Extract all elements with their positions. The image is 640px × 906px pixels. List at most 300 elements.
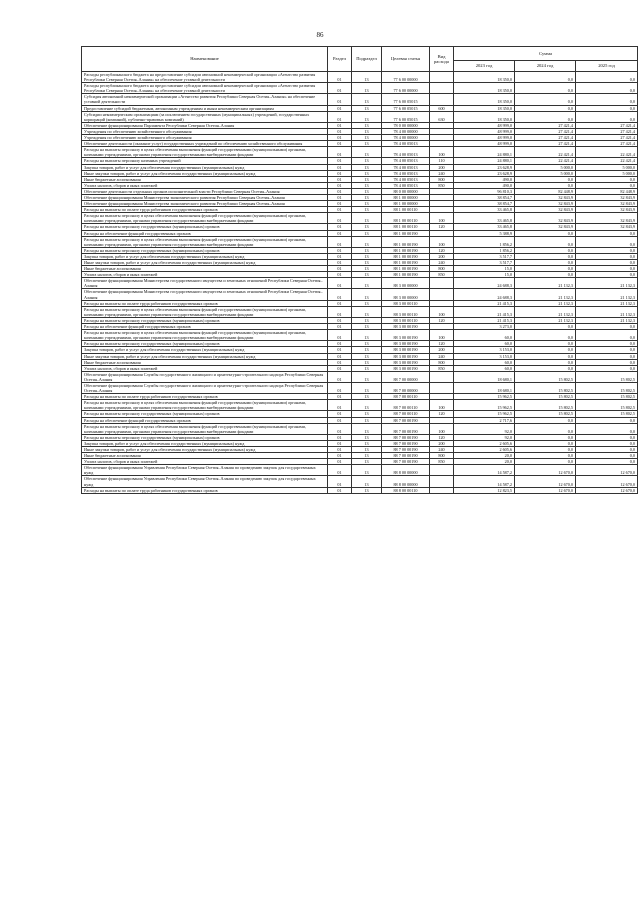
row-expense-kind: 110 <box>430 158 454 164</box>
row-expense-kind: 240 <box>430 353 454 359</box>
row-subsection: 13 <box>352 128 382 134</box>
row-expense-kind: 200 <box>430 440 454 446</box>
row-sum-2023: 18 350,0 <box>454 94 515 105</box>
header-year-2025: 2025 год <box>576 61 638 72</box>
row-name: Обеспечение деятельности (оказание услуг) государственных учреждений по обеспечению хозяйственного обслуживания <box>82 141 328 147</box>
row-target-article: 78 4 00 05013 <box>382 147 430 158</box>
row-target-article: 88 7 00 00000 <box>382 382 430 393</box>
row-sum-2025: 0,0 <box>576 353 638 359</box>
row-name: Расходы на выплаты по оплате труда работников государственных органов <box>82 394 328 400</box>
row-target-article: 88 7 00 00000 <box>382 371 430 382</box>
row-target-article: 88 7 00 00190 <box>382 417 430 423</box>
row-name: Закупка товаров, работ и услуг для обеспечения государственных (муниципальных) нужд <box>82 440 328 446</box>
row-section: 01 <box>328 453 352 459</box>
row-expense-kind: 800 <box>430 359 454 365</box>
row-sum-2023: 60,0 <box>454 365 515 371</box>
row-sum-2024: 15 802,5 <box>515 382 576 393</box>
row-sum-2023: 24 880,1 <box>454 147 515 158</box>
table-row <box>82 330 638 341</box>
row-sum-2023: 1 856,2 <box>454 247 515 253</box>
row-expense-kind: 240 <box>430 447 454 453</box>
row-name: Иные бюджетные ассигнования <box>82 359 328 365</box>
row-expense-kind <box>430 94 454 105</box>
row-sum-2023: 3 153,0 <box>454 353 515 359</box>
row-name: Расходы на обеспечение функций государственных органов <box>82 230 328 236</box>
row-section: 01 <box>328 417 352 423</box>
row-sum-2024: 22 421,4 <box>515 147 576 158</box>
row-target-article: 88 1 00 00190 <box>382 260 430 266</box>
row-name: Иные закупки товаров, работ и услуг для обеспечения государственных (муниципальных) нужд <box>82 170 328 176</box>
row-section: 01 <box>328 158 352 164</box>
row-target-article: 78 4 00 05013 <box>382 158 430 164</box>
row-target-article: 78 4 00 00000 <box>382 135 430 141</box>
row-sum-2024: 0,0 <box>515 440 576 446</box>
row-target-article: 88 3 00 00110 <box>382 306 430 317</box>
row-expense-kind: 120 <box>430 224 454 230</box>
row-sum-2025: 12 670,0 <box>576 487 638 493</box>
row-target-article: 88 8 00 00000 <box>382 465 430 476</box>
row-name: Иные бюджетные ассигнования <box>82 266 328 272</box>
row-target-article: 88 1 00 00190 <box>382 266 430 272</box>
row-target-article: 88 1 00 00000 <box>382 201 430 207</box>
row-sum-2023: 20,0 <box>454 453 515 459</box>
row-name: Обеспечение деятельности отдельных органов исполнительной власти Республики Северная Осетия–Алания <box>82 188 328 194</box>
row-sum-2024: 27 421,4 <box>515 141 576 147</box>
row-subsection: 13 <box>352 300 382 306</box>
row-name: Иные закупки товаров, работ и услуг для обеспечения государственных (муниципальных) нужд <box>82 353 328 359</box>
header-sum: Сумма <box>454 47 638 61</box>
row-sum-2023: 18 680,1 <box>454 382 515 393</box>
table-row <box>82 382 638 393</box>
row-sum-2024: 5 000,0 <box>515 164 576 170</box>
row-section: 01 <box>328 194 352 200</box>
table-row <box>82 147 638 158</box>
row-sum-2023: 490,0 <box>454 182 515 188</box>
row-sum-2024: 27 421,4 <box>515 122 576 128</box>
row-target-article: 88 3 00 00190 <box>382 330 430 341</box>
row-section: 01 <box>328 260 352 266</box>
row-target-article: 78 4 00 00000 <box>382 128 430 134</box>
row-expense-kind: 240 <box>430 260 454 266</box>
row-section: 01 <box>328 164 352 170</box>
row-sum-2024: 0,0 <box>515 459 576 465</box>
row-sum-2024: 0,0 <box>515 365 576 371</box>
row-sum-2025: 0,0 <box>576 176 638 182</box>
row-subsection: 13 <box>352 306 382 317</box>
row-subsection: 13 <box>352 440 382 446</box>
row-name: Уплата налогов, сборов и иных платежей <box>82 272 328 278</box>
row-target-article: 88 0 00 00000 <box>382 188 430 194</box>
row-expense-kind: 100 <box>430 306 454 317</box>
row-sum-2025: 27 421,4 <box>576 122 638 128</box>
row-target-article: 78 4 00 05013 <box>382 141 430 147</box>
row-subsection: 13 <box>352 141 382 147</box>
row-sum-2023: 1 856,2 <box>454 236 515 247</box>
row-sum-2024: 0,0 <box>515 447 576 453</box>
row-subsection: 13 <box>352 434 382 440</box>
row-section: 01 <box>328 224 352 230</box>
row-sum-2025: 0,0 <box>576 341 638 347</box>
row-section: 01 <box>328 465 352 476</box>
row-name: Иные закупки товаров, работ и услуг для обеспечения государственных (муниципальных) нужд <box>82 447 328 453</box>
row-sum-2024: 0,0 <box>515 253 576 259</box>
row-sum-2025: 15 802,5 <box>576 400 638 411</box>
row-name: Уплата налогов, сборов и иных платежей <box>82 365 328 371</box>
row-sum-2024: 21 132,3 <box>515 289 576 300</box>
row-expense-kind: 100 <box>430 147 454 158</box>
row-sum-2025: 15 802,5 <box>576 382 638 393</box>
row-section: 01 <box>328 111 352 122</box>
row-sum-2023: 33 465,8 <box>454 207 515 213</box>
row-name: Обеспечение функционирования Министерства государственного имущества и земельных отношений Республики Северная Осетия–Алания <box>82 278 328 289</box>
row-sum-2023: 490,0 <box>454 176 515 182</box>
row-sum-2023: 33 465,8 <box>454 224 515 230</box>
row-expense-kind: 100 <box>430 213 454 224</box>
row-sum-2025: 0,0 <box>576 423 638 434</box>
row-name: Расходы на выплаты персоналу в целях обеспечения выполнения функций государственными (муниципальными) органами, казенными учреждениями, органами управления государственными внебюджетными фондами <box>82 306 328 317</box>
row-sum-2024: 0,0 <box>515 94 576 105</box>
row-expense-kind: 800 <box>430 453 454 459</box>
row-sum-2024: 32 843,9 <box>515 224 576 230</box>
row-sum-2023: 21 415,3 <box>454 317 515 323</box>
page-number: 86 <box>316 31 324 39</box>
table-row <box>82 111 638 122</box>
row-subsection: 13 <box>352 465 382 476</box>
row-sum-2023: 2 717,6 <box>454 417 515 423</box>
row-sum-2024: 12 670,0 <box>515 476 576 487</box>
row-sum-2023: 5 388,9 <box>454 230 515 236</box>
row-expense-kind <box>430 72 454 83</box>
row-sum-2023: 96 810,3 <box>454 188 515 194</box>
row-name: Учреждения по обеспечению хозяйственного обслуживания <box>82 128 328 134</box>
row-sum-2024: 0,0 <box>515 434 576 440</box>
row-target-article: 88 7 00 00190 <box>382 440 430 446</box>
row-name: Расходы на выплаты персоналу в целях обеспечения выполнения функций государственными (муниципальными) органами, казенными учреждениями, органами управления государственными внебюджетными фондами <box>82 423 328 434</box>
row-target-article: 88 1 00 00110 <box>382 213 430 224</box>
row-name: Обеспечение функционирования Министерства экономического развития Республики Северная Осетия–Алания <box>82 194 328 200</box>
row-subsection: 13 <box>352 224 382 230</box>
row-name: Расходы на обеспечение функций государственных органов <box>82 324 328 330</box>
row-name: Обеспечение функционирования Министерства государственного имущества и земельных отношений Республики Северная Осетия–Алания <box>82 289 328 300</box>
row-subsection: 13 <box>352 83 382 94</box>
table-header <box>82 47 638 72</box>
row-sum-2025: 0,0 <box>576 434 638 440</box>
row-section: 01 <box>328 300 352 306</box>
row-sum-2023: 23 628,9 <box>454 170 515 176</box>
row-sum-2023: 14 587,2 <box>454 465 515 476</box>
row-sum-2024: 0,0 <box>515 324 576 330</box>
row-name: Расходы на выплаты персоналу государственных (муниципальных) органов <box>82 411 328 417</box>
row-sum-2025: 32 843,9 <box>576 213 638 224</box>
row-sum-2023: 18 680,1 <box>454 371 515 382</box>
row-section: 01 <box>328 128 352 134</box>
row-target-article: 88 7 00 00190 <box>382 447 430 453</box>
row-target-article: 88 7 00 00190 <box>382 423 430 434</box>
row-expense-kind <box>430 371 454 382</box>
row-sum-2025: 15 802,5 <box>576 411 638 417</box>
row-sum-2024: 0,0 <box>515 176 576 182</box>
row-sum-2024: 0,0 <box>515 353 576 359</box>
row-sum-2025: 0,0 <box>576 105 638 111</box>
row-sum-2024: 12 670,0 <box>515 487 576 493</box>
header-expense-kind: Вид расхода <box>430 47 454 72</box>
row-name: Расходы на выплаты персоналу государственных (муниципальных) органов <box>82 434 328 440</box>
row-sum-2024: 82 448,9 <box>515 188 576 194</box>
row-sum-2025: 0,0 <box>576 230 638 236</box>
row-expense-kind: 120 <box>430 411 454 417</box>
row-subsection: 13 <box>352 476 382 487</box>
row-section: 01 <box>328 411 352 417</box>
row-subsection: 13 <box>352 158 382 164</box>
row-sum-2025: 0,0 <box>576 236 638 247</box>
row-subsection: 13 <box>352 459 382 465</box>
row-name: Закупка товаров, работ и услуг для обеспечения государственных (муниципальных) нужд <box>82 164 328 170</box>
row-target-article: 88 1 00 00190 <box>382 230 430 236</box>
row-sum-2024: 0,0 <box>515 359 576 365</box>
row-subsection: 13 <box>352 247 382 253</box>
row-target-article: 88 3 00 00110 <box>382 300 430 306</box>
row-subsection: 13 <box>352 359 382 365</box>
row-sum-2024: 32 843,9 <box>515 201 576 207</box>
row-name: Субсидии некоммерческим организациям (за исключением государственных (муниципальных) учреждений, государственных корпораций (компаний), публично-правовых компаний) <box>82 111 328 122</box>
row-sum-2024: 21 132,3 <box>515 317 576 323</box>
row-name: Расходы на выплаты персоналу в целях обеспечения выполнения функций государственными (муниципальными) органами, казенными учреждениями, органами управления государственными внебюджетными фондами <box>82 236 328 247</box>
row-sum-2023: 24 688,3 <box>454 289 515 300</box>
row-target-article: 78 4 00 05013 <box>382 164 430 170</box>
row-sum-2025: 0,0 <box>576 447 638 453</box>
row-sum-2023: 23 628,9 <box>454 164 515 170</box>
row-target-article: 88 3 00 00190 <box>382 341 430 347</box>
row-section: 01 <box>328 272 352 278</box>
row-section: 01 <box>328 122 352 128</box>
row-sum-2023: 3 273,0 <box>454 324 515 330</box>
table-row <box>82 306 638 317</box>
row-target-article: 88 3 00 00110 <box>382 317 430 323</box>
row-target-article: 88 7 00 00110 <box>382 400 430 411</box>
row-section: 01 <box>328 207 352 213</box>
row-sum-2024: 0,0 <box>515 423 576 434</box>
row-sum-2024: 32 843,9 <box>515 213 576 224</box>
row-target-article: 88 1 00 00110 <box>382 224 430 230</box>
row-sum-2025: 0,0 <box>576 417 638 423</box>
row-subsection: 13 <box>352 135 382 141</box>
row-section: 01 <box>328 423 352 434</box>
row-sum-2025: 32 843,9 <box>576 207 638 213</box>
row-sum-2023: 18 350,0 <box>454 111 515 122</box>
row-sum-2023: 18 350,0 <box>454 105 515 111</box>
table-row <box>82 289 638 300</box>
row-sum-2025: 32 843,9 <box>576 201 638 207</box>
row-subsection: 13 <box>352 453 382 459</box>
row-target-article: 88 1 00 00110 <box>382 207 430 213</box>
row-section: 01 <box>328 353 352 359</box>
row-sum-2024: 15 802,5 <box>515 394 576 400</box>
row-subsection: 13 <box>352 207 382 213</box>
header-name: Наименование <box>82 47 328 72</box>
row-name: Закупка товаров, работ и услуг для обеспечения государственных (муниципальных) нужд <box>82 347 328 353</box>
row-section: 01 <box>328 213 352 224</box>
row-sum-2024: 22 421,4 <box>515 158 576 164</box>
row-name: Иные закупки товаров, работ и услуг для обеспечения государственных (муниципальных) нужд <box>82 260 328 266</box>
row-target-article: 78 0 00 00000 <box>382 122 430 128</box>
row-target-article: 77 6 00 05015 <box>382 94 430 105</box>
row-name: Уплата налогов, сборов и иных платежей <box>82 459 328 465</box>
row-section: 01 <box>328 105 352 111</box>
table-row <box>82 83 638 94</box>
row-subsection: 13 <box>352 260 382 266</box>
row-subsection: 13 <box>352 201 382 207</box>
row-subsection: 13 <box>352 94 382 105</box>
row-expense-kind: 240 <box>430 170 454 176</box>
row-subsection: 13 <box>352 253 382 259</box>
row-name: Расходы на выплаты по оплате труда работников государственных органов <box>82 300 328 306</box>
row-sum-2024: 0,0 <box>515 105 576 111</box>
row-name: Обеспечение функционирования Управления Республики Северная Осетия–Алания по проведению закупок для государственных нужд <box>82 476 328 487</box>
row-expense-kind: 800 <box>430 266 454 272</box>
row-target-article: 88 7 00 00190 <box>382 453 430 459</box>
row-subsection: 13 <box>352 411 382 417</box>
row-target-article: 88 3 00 00190 <box>382 359 430 365</box>
row-sum-2024: 0,0 <box>515 236 576 247</box>
row-sum-2023: 14 587,2 <box>454 476 515 487</box>
row-sum-2025: 32 843,9 <box>576 194 638 200</box>
row-section: 01 <box>328 72 352 83</box>
row-section: 01 <box>328 289 352 300</box>
row-target-article: 78 4 00 05013 <box>382 182 430 188</box>
row-sum-2023: 3 517,7 <box>454 260 515 266</box>
row-sum-2025: 0,0 <box>576 324 638 330</box>
row-section: 01 <box>328 447 352 453</box>
row-subsection: 13 <box>352 72 382 83</box>
row-name: Обеспечение функционирования Службы государственного жилищного и архитектурно-строительного надзора Республики Северная Осетия–Алания <box>82 382 328 393</box>
row-name: Расходы на выплаты персоналу в целях обеспечения выполнения функций государственными (муниципальными) органами, казенными учреждениями, органами управления государственными внебюджетными фондами <box>82 147 328 158</box>
row-name: Уплата налогов, сборов и иных платежей <box>82 182 328 188</box>
row-sum-2023: 24 880,1 <box>454 158 515 164</box>
row-sum-2024: 0,0 <box>515 272 576 278</box>
row-sum-2023: 15 962,5 <box>454 394 515 400</box>
row-sum-2024: 21 132,3 <box>515 306 576 317</box>
row-sum-2024: 0,0 <box>515 230 576 236</box>
row-expense-kind: 850 <box>430 272 454 278</box>
row-target-article: 88 7 00 00110 <box>382 394 430 400</box>
row-name: Обеспечение функционирования Управления Республики Северная Осетия–Алания по проведению закупок для государственных нужд <box>82 465 328 476</box>
row-sum-2024: 0,0 <box>515 417 576 423</box>
row-section: 01 <box>328 459 352 465</box>
row-sum-2024: 0,0 <box>515 247 576 253</box>
row-sum-2025: 32 843,9 <box>576 224 638 230</box>
row-target-article: 88 3 00 00190 <box>382 365 430 371</box>
row-sum-2025: 12 670,0 <box>576 465 638 476</box>
row-sum-2025: 15 802,5 <box>576 371 638 382</box>
budget-table <box>81 46 638 494</box>
row-target-article: 88 1 00 00190 <box>382 253 430 259</box>
row-sum-2023: 60,0 <box>454 330 515 341</box>
row-sum-2023: 48 999,0 <box>454 135 515 141</box>
row-section: 01 <box>328 476 352 487</box>
row-sum-2023: 18 350,0 <box>454 72 515 83</box>
row-name: Расходы на выплаты персоналу казенных учреждений <box>82 158 328 164</box>
row-target-article: 88 3 00 00190 <box>382 324 430 330</box>
row-sum-2024: 0,0 <box>515 330 576 341</box>
row-sum-2023: 33 465,8 <box>454 213 515 224</box>
table-row <box>82 476 638 487</box>
row-sum-2025: 0,0 <box>576 111 638 122</box>
row-subsection: 13 <box>352 170 382 176</box>
row-sum-2024: 0,0 <box>515 83 576 94</box>
row-target-article: 77 6 00 05015 <box>382 105 430 111</box>
row-sum-2025: 0,0 <box>576 347 638 353</box>
row-subsection: 13 <box>352 447 382 453</box>
row-section: 01 <box>328 188 352 194</box>
row-expense-kind <box>430 465 454 476</box>
row-section: 01 <box>328 230 352 236</box>
row-section: 01 <box>328 434 352 440</box>
row-sum-2024: 12 670,0 <box>515 465 576 476</box>
row-sum-2025: 22 421,4 <box>576 158 638 164</box>
row-target-article: 88 8 00 00000 <box>382 476 430 487</box>
row-subsection: 13 <box>352 394 382 400</box>
table-row <box>82 487 638 493</box>
row-sum-2025: 0,0 <box>576 253 638 259</box>
row-subsection: 13 <box>352 324 382 330</box>
row-sum-2023: 3 153,0 <box>454 347 515 353</box>
row-target-article: 88 7 00 00190 <box>382 434 430 440</box>
row-expense-kind: 850 <box>430 365 454 371</box>
row-sum-2023: 38 854,7 <box>454 201 515 207</box>
row-sum-2025: 27 421,4 <box>576 141 638 147</box>
row-target-article: 88 3 00 00000 <box>382 289 430 300</box>
row-sum-2023: 48 999,0 <box>454 141 515 147</box>
row-expense-kind <box>430 382 454 393</box>
row-name: Расходы республиканского бюджета на предоставление субсидии автономной некоммерческой организации «Агентство развития Республики Северная Осетия–Алания» на обеспечение уставной деятельности <box>82 83 328 94</box>
row-sum-2025: 0,0 <box>576 440 638 446</box>
row-name: Расходы на выплаты персоналу в целях обеспечения выполнения функций государственными (муниципальными) органами, казенными учреждениями, органами управления государственными внебюджетными фондами <box>82 213 328 224</box>
row-sum-2023: 60,0 <box>454 359 515 365</box>
row-sum-2025: 0,0 <box>576 365 638 371</box>
row-sum-2023: 12 823,5 <box>454 487 515 493</box>
row-sum-2025: 27 421,4 <box>576 135 638 141</box>
row-name: Расходы на выплаты персоналу государственных (муниципальных) органов <box>82 317 328 323</box>
row-name: Расходы на выплаты персоналу государственных (муниципальных) органов <box>82 341 328 347</box>
row-sum-2023: 21 415,3 <box>454 300 515 306</box>
row-target-article: 78 4 00 05013 <box>382 176 430 182</box>
row-target-article: 77 6 00 00000 <box>382 83 430 94</box>
row-subsection: 13 <box>352 347 382 353</box>
row-name: Закупка товаров, работ и услуг для обеспечения государственных (муниципальных) нужд <box>82 253 328 259</box>
row-subsection: 13 <box>352 236 382 247</box>
row-sum-2025: 21 132,3 <box>576 306 638 317</box>
row-section: 01 <box>328 182 352 188</box>
row-section: 01 <box>328 147 352 158</box>
row-sum-2023: 15 962,5 <box>454 411 515 417</box>
row-section: 01 <box>328 317 352 323</box>
row-expense-kind <box>430 476 454 487</box>
row-sum-2025: 0,0 <box>576 272 638 278</box>
row-sum-2025: 5 000,0 <box>576 164 638 170</box>
row-subsection: 13 <box>352 188 382 194</box>
table-row <box>82 371 638 382</box>
row-sum-2023: 18 350,0 <box>454 83 515 94</box>
header-section: Раздел <box>328 47 352 72</box>
row-sum-2024: 27 421,4 <box>515 128 576 134</box>
header-target-article: Целевая статья <box>382 47 430 72</box>
row-subsection: 13 <box>352 353 382 359</box>
row-name: Учреждения по обеспечению хозяйственного обслуживания <box>82 135 328 141</box>
row-section: 01 <box>328 382 352 393</box>
row-sum-2025: 0,0 <box>576 260 638 266</box>
row-sum-2025: 12 670,0 <box>576 476 638 487</box>
row-subsection: 13 <box>352 147 382 158</box>
